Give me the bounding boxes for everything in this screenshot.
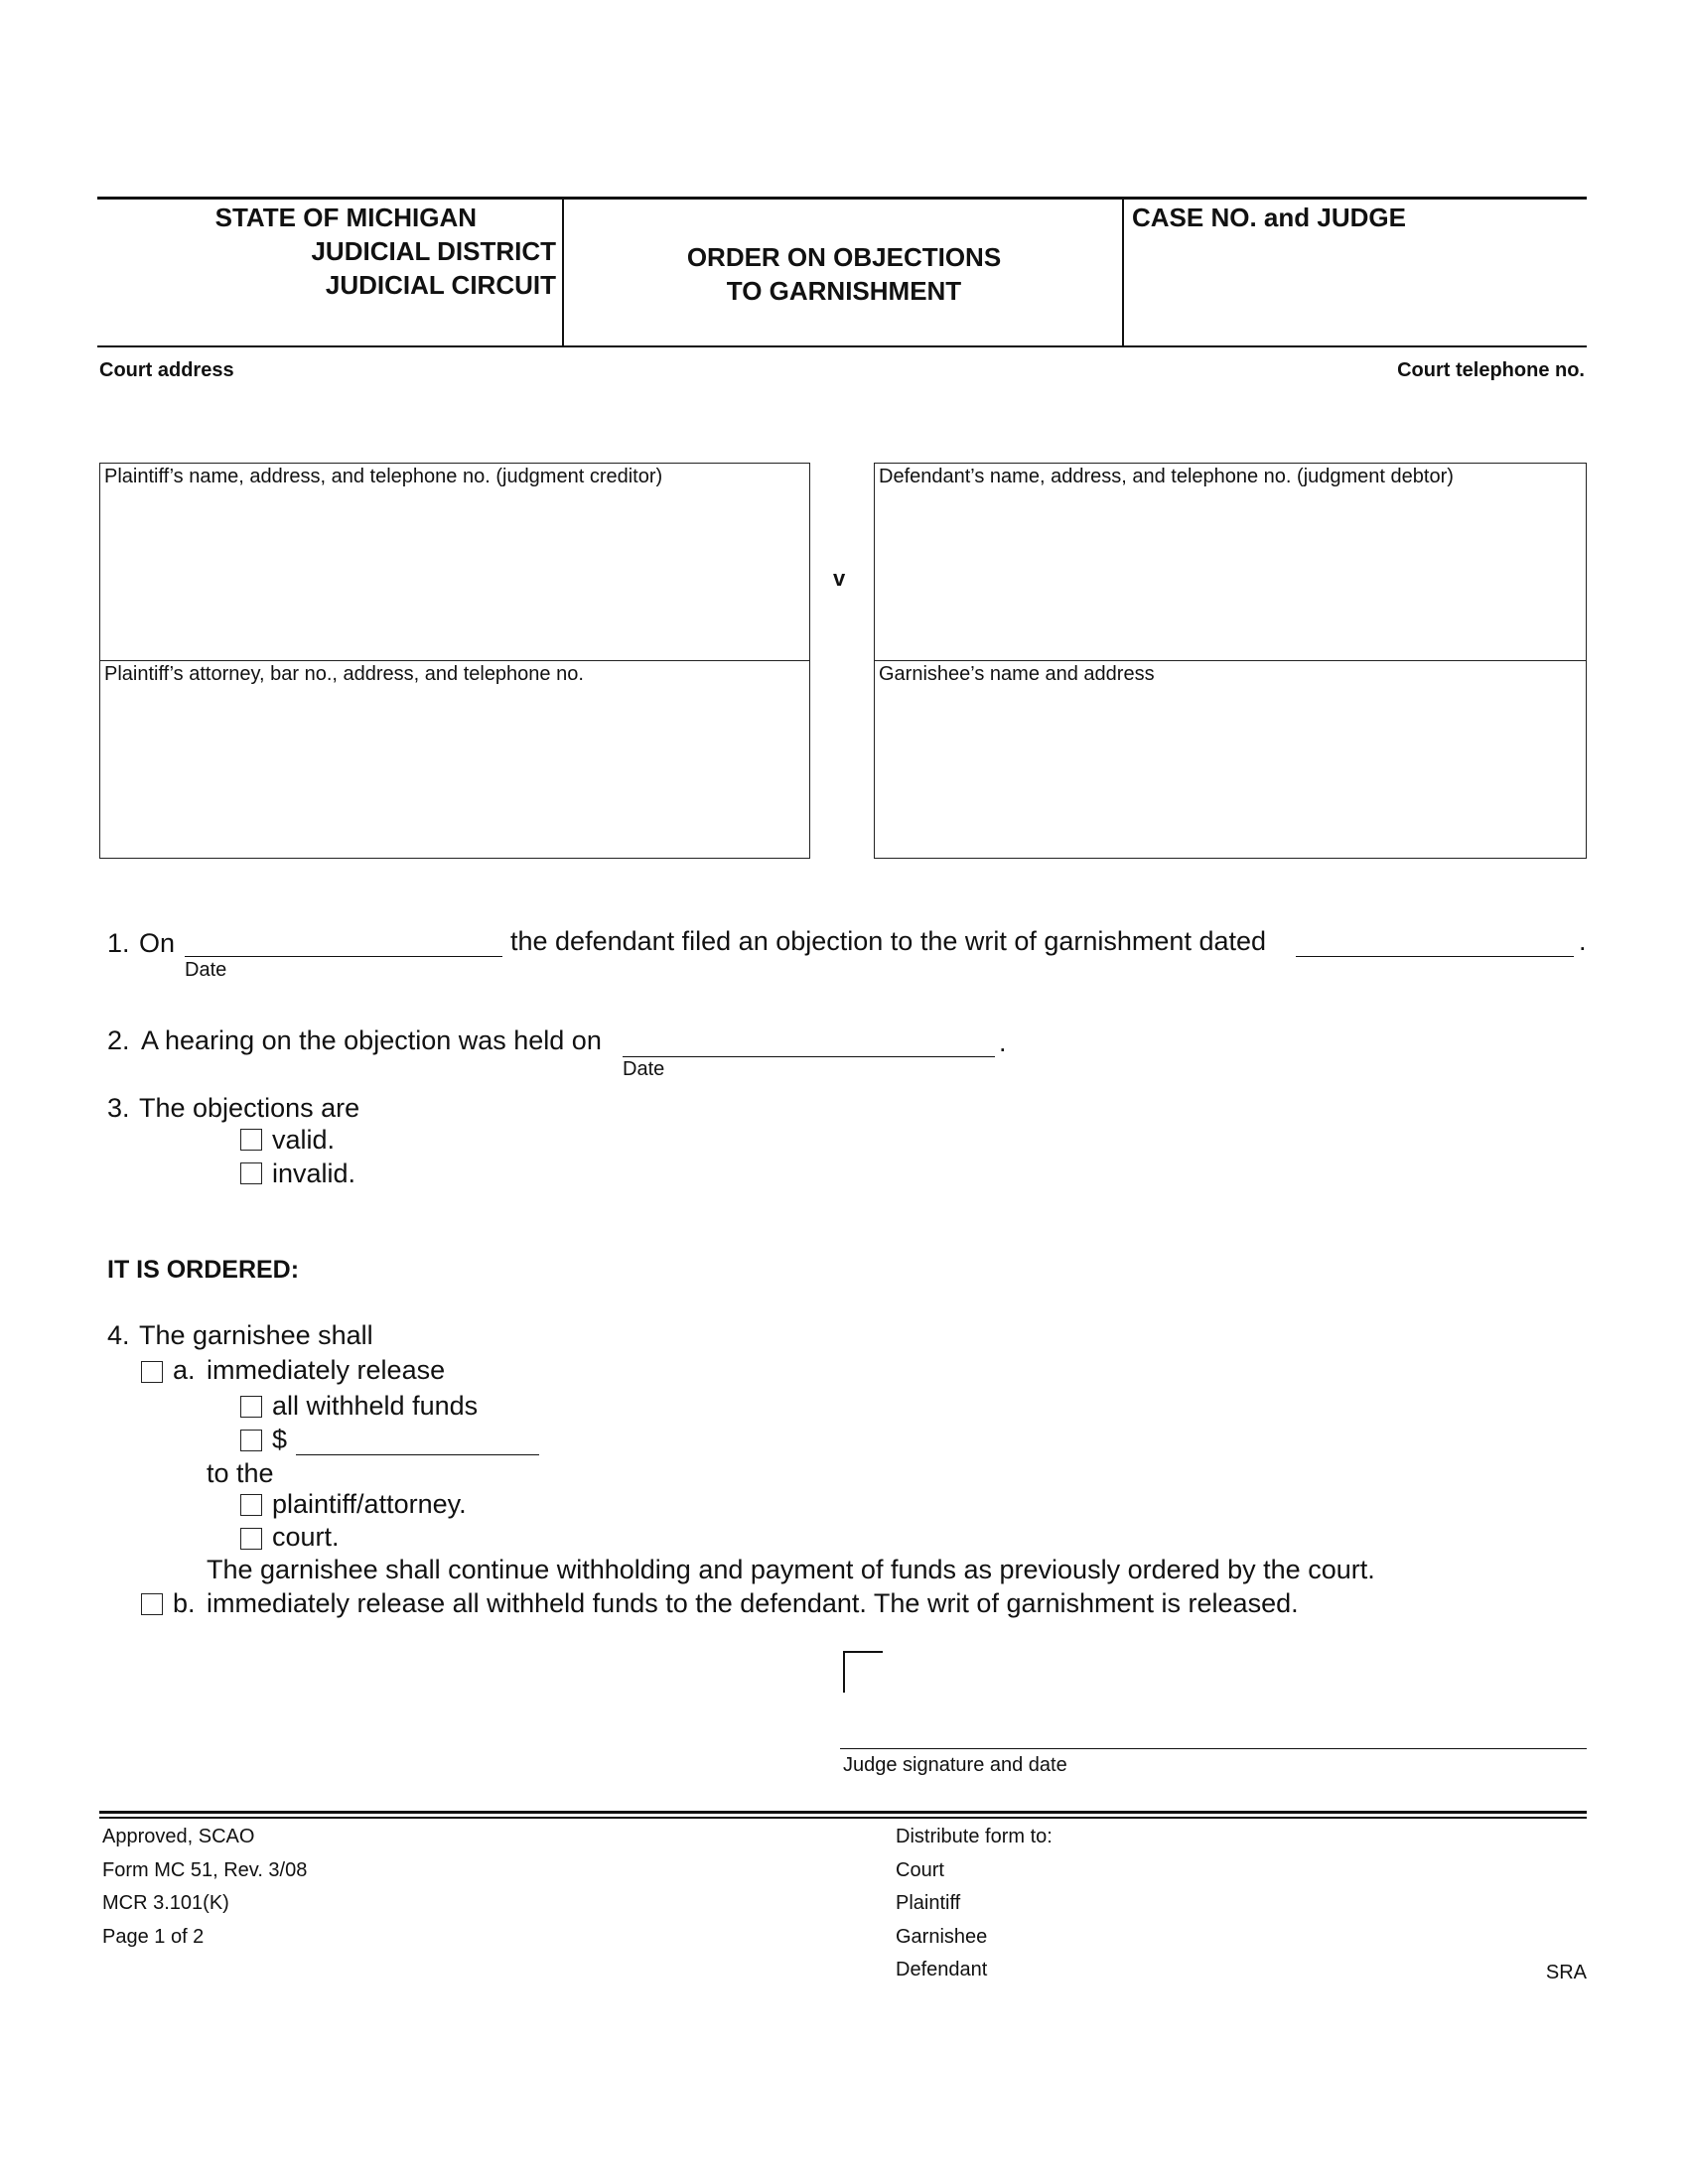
header-bottom-rule <box>97 345 1587 347</box>
distribute-item: Court <box>896 1858 944 1881</box>
garnishee-box-label: Garnishee’s name and address <box>879 663 1155 685</box>
court-checkbox[interactable] <box>240 1528 262 1550</box>
plaintiff-box-label: Plaintiff’s name, address, and telephone no. (judgment creditor) <box>104 466 663 487</box>
form-title <box>566 240 1122 308</box>
all-funds-label: all withheld funds <box>272 1391 479 1421</box>
all-funds-checkbox[interactable] <box>240 1396 262 1418</box>
footer-left <box>102 1821 307 1954</box>
case-number-label: CASE NO. and JUDGE <box>1132 203 1406 232</box>
state-label: STATE OF MICHIGAN <box>214 203 477 232</box>
judge-signature-label: Judge signature and date <box>843 1754 1067 1776</box>
header-divider-right <box>1122 199 1124 345</box>
form-code: SRA <box>1545 1962 1587 1983</box>
dollar-sign: $ <box>272 1425 288 1454</box>
court-telephone-label: Court telephone no. <box>1397 359 1585 381</box>
option-b-label: b. <box>173 1588 196 1618</box>
item2-period: . <box>999 1027 1007 1057</box>
invalid-checkbox[interactable] <box>240 1162 262 1184</box>
footer-rule-thin <box>99 1817 1587 1819</box>
valid-checkbox[interactable] <box>240 1129 262 1151</box>
distribute-item: Garnishee <box>896 1925 988 1948</box>
defendant-box-label: Defendant’s name, address, and telephone no. (judgment debtor) <box>879 466 1454 487</box>
distribute-item: Defendant <box>896 1959 988 1980</box>
court-rule-text: MCR 3.101(K) <box>102 1892 229 1914</box>
valid-label: valid. <box>272 1125 336 1155</box>
distribute-label: Distribute form to: <box>896 1826 1053 1847</box>
plaintiff-box[interactable] <box>99 463 810 661</box>
option-b-checkbox[interactable] <box>141 1593 163 1615</box>
item1-text: the defendant filed an objection to the writ of garnishment dated <box>510 926 1267 956</box>
garnishee-box[interactable] <box>874 660 1587 859</box>
case-number-field[interactable] <box>1127 238 1584 341</box>
item2-text: A hearing on the objection was held on <box>141 1025 602 1055</box>
item2-hearing-date-field[interactable] <box>623 1056 995 1057</box>
plaintiff-attorney-checkbox[interactable] <box>240 1494 262 1516</box>
amount-checkbox[interactable] <box>240 1430 262 1451</box>
judge-signature-field[interactable] <box>840 1748 1587 1749</box>
item2-date-caption: Date <box>623 1058 665 1080</box>
court-address-label: Court address <box>99 359 234 381</box>
form-title-line1: ORDER ON OBJECTIONS <box>686 242 1002 272</box>
item3-number: 3. <box>107 1093 130 1123</box>
option-a-checkbox[interactable] <box>141 1361 163 1383</box>
footer-rule-thick <box>99 1811 1587 1814</box>
item4-text: The garnishee shall <box>139 1320 373 1350</box>
header-top-rule <box>97 197 1587 200</box>
option-b-text: immediately release all withheld funds to the defendant. The writ of garnishment is released. <box>207 1588 1299 1618</box>
court-label: court. <box>272 1522 340 1552</box>
defendant-box[interactable] <box>874 463 1587 661</box>
continue-withholding-text: The garnishee shall continue withholding and payment of funds as previously ordered by the court. <box>207 1555 1375 1584</box>
seal-corner-top <box>843 1651 883 1653</box>
header-divider-left <box>562 199 564 345</box>
item3-text: The objections are <box>139 1093 360 1123</box>
invalid-label: invalid. <box>272 1159 356 1188</box>
versus-label: v <box>833 566 846 591</box>
approved-text: Approved, SCAO <box>102 1826 255 1847</box>
option-a-text: immediately release <box>207 1355 446 1385</box>
ordered-heading: IT IS ORDERED: <box>107 1256 300 1284</box>
form-number-text: Form MC 51, Rev. 3/08 <box>102 1858 308 1881</box>
item4-number: 4. <box>107 1320 130 1350</box>
distribute-item: Plaintiff <box>896 1892 961 1914</box>
seal-corner-left <box>843 1651 845 1693</box>
item1-period: . <box>1579 926 1587 956</box>
district-label: JUDICIAL DISTRICT <box>311 236 556 266</box>
option-a-label: a. <box>173 1355 196 1385</box>
plaintiff-attorney-label: plaintiff/attorney. <box>272 1489 467 1519</box>
amount-field[interactable] <box>296 1454 539 1455</box>
item1-date-caption: Date <box>185 959 227 981</box>
item1-date-filed-field[interactable] <box>185 956 502 957</box>
to-the-label: to the <box>207 1458 274 1488</box>
circuit-label: JUDICIAL CIRCUIT <box>325 270 556 300</box>
page-number-text: Page 1 of 2 <box>102 1925 205 1948</box>
form-title-line2: TO GARNISHMENT <box>726 276 962 306</box>
court-jurisdiction <box>99 201 556 302</box>
item1-writ-date-field[interactable] <box>1296 956 1574 957</box>
distribution-list <box>896 1821 1053 1987</box>
item2-number: 2. <box>107 1025 130 1055</box>
item1-on: On <box>139 928 176 958</box>
plaintiff-attorney-box[interactable] <box>99 660 810 859</box>
item1-number: 1. <box>107 928 130 958</box>
plaintiff-attorney-box-label: Plaintiff’s attorney, bar no., address, and telephone no. <box>104 663 584 685</box>
